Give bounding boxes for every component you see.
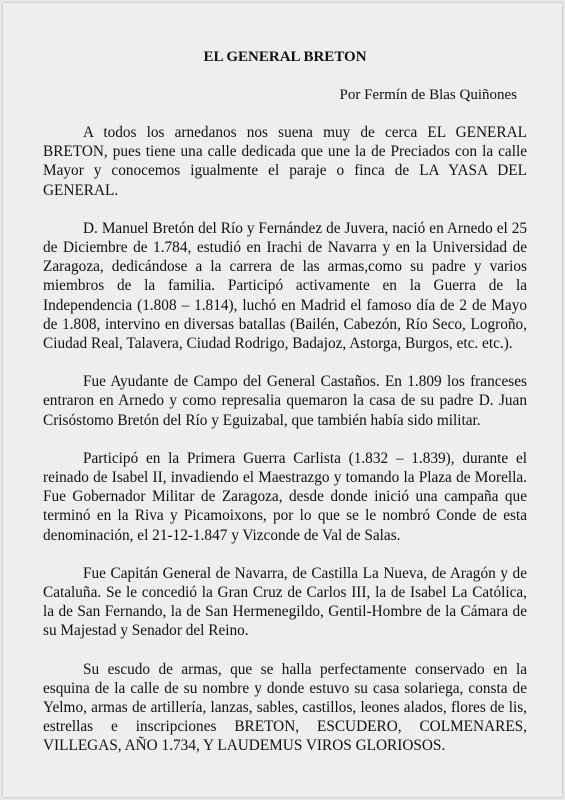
- document-author: Por Fermín de Blas Quiñones: [339, 87, 517, 103]
- paragraph-2: D. Manuel Bretón del Río y Fernández de Juvera, nació en Arnedo el 25 de Diciembre de 1.784, estudió en Irachi de Navarra y en la Universidad de Zaragoza, dedicándose a la carrera de las armas,como su padre y varios miembros de la familia. Participó activamente en la Guerra de la Independencia (1.808 – 1.814), luchó en Madrid el famoso día de 2 de Mayo de 1.808, intervino en diversas batallas (Bailén, Cabezón, Río Seco, Logroño, Ciudad Real, Talavera, Ciudad Rodrigo, Badajoz, Astorga, Burgos, etc. etc.).: [43, 219, 527, 353]
- paragraph-4: Participó en la Primera Guerra Carlista (1.832 – 1.839), durante el reinado de Isabel II, invadiendo el Maestrazgo y tomando la Plaza de Morella. Fue Gobernador Militar de Zaragoza, desde donde inició una campaña que terminó en la Riva y Picamoixons, por lo que se le nombró Conde de esta denominación, el 21-12-1.847 y Vizconde de Val de Salas.: [43, 449, 527, 544]
- paragraph-3: Fue Ayudante de Campo del General Castaños. En 1.809 los franceses entraron en Arnedo y como represalia quemaron la casa de su padre D. Juan Crisóstomo Bretón del Río y Eguizabal, que también había sido militar.: [43, 373, 527, 429]
- document-page: [2, 2, 563, 798]
- paragraph-5: Fue Capitán General de Navarra, de Castilla La Nueva, de Aragón y de Cataluña. Se le concedió la Gran Cruz de Carlos III, la de Isabel La Católica, la de San Fernando, la de San Hermenegildo, Gentil-Hombre de la Cámara de su Majestad y Senador del Reino.: [43, 564, 527, 640]
- paragraph-1: A todos los arnedanos nos suena muy de cerca EL GENERAL BRETON, pues tiene una calle dedicada que une la de Preciados con la calle Mayor y conocemos igualmente el paraje o finca de LA YASA DEL GENERAL.: [43, 124, 527, 199]
- document-body: [43, 47, 527, 756]
- document-title: EL GENERAL BRETON: [203, 49, 367, 65]
- paragraph-6: Su escudo de armas, que se halla perfectamente conservado en la esquina de la calle de su nombre y donde estuvo su casa solariega, consta de Yelmo, armas de artillería, lanzas, sables, castillos, leones alados, flores de lis, estrellas e inscripciones BRETON, ESCUDERO, COLMENARES, VILLEGAS, AÑO 1.734, Y LAUDEMUS VIROS GLORIOSOS.: [43, 660, 527, 755]
